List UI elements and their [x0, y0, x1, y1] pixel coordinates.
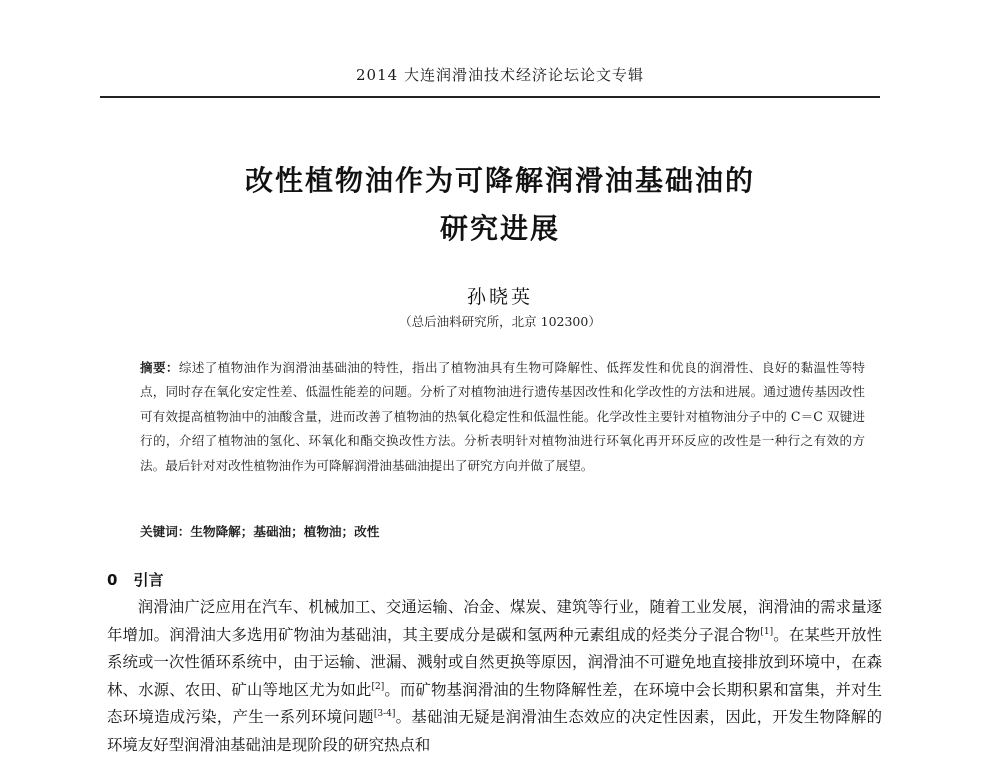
keywords: [140, 521, 865, 540]
section-heading: [107, 569, 163, 590]
citation-ref-3: [3-4]: [373, 709, 396, 720]
keywords-text: 生物降解；基础油；植物油；改性: [190, 524, 380, 539]
paper-title: [0, 157, 1000, 253]
running-header: 2014 大连润滑油技术经济论坛论文专辑: [356, 66, 644, 84]
section-number: 0: [107, 571, 118, 589]
body-segment-3: 。而矿物基润滑油的生物降解性差，在环境中会长期积累和富集，并对生态环境造成污染，产生一系列环境问题: [107, 680, 882, 727]
section-title: 引言: [133, 571, 164, 589]
body-segment-2: 。在某些开放性系统或一次性循环系统中，由于运输、泄漏、溅射或自然更换等原因，润滑油不可避免地直接排放到环境中，在森林、水源、农田、矿山等地区尤为如此: [107, 625, 882, 699]
author-name: 孙晓英: [466, 286, 533, 308]
abstract: [140, 356, 865, 478]
paper-title-line-1: 改性植物油作为可降解润滑油基础油的: [244, 164, 755, 197]
paper-title-line-2: 研究进展: [439, 212, 560, 245]
abstract-label: 摘要：: [140, 360, 179, 375]
citation-ref-2: [2]: [371, 681, 385, 692]
abstract-text: 综述了植物油作为润滑油基础油的特性，指出了植物油具有生物可降解性、低挥发性和优良的润滑性、良好的黏温性等特点，同时存在氧化安定性差、低温性能差的问题。分析了对植物油进行遗传基因改性和化学改性的方法和进展。通过遗传基因改性可有效提高植物油中的油酸含量，进而改善了植物油的热氧化稳定性和低温性能。化学改性主要针对植物油分子中的 C＝C 双键进行的，介绍了植物油的氢化、环氧化和酯交换改性方法。分析表明针对植物油进行环氧化再开环反应的改性是一种行之有效的方法。最后针对对改性植物油作为可降解润滑油基础油提出了研究方向并做了展望。: [140, 360, 866, 473]
keywords-label: 关键词：: [140, 524, 191, 539]
body-segment-1: 润滑油广泛应用在汽车、机械加工、交通运输、冶金、煤炭、建筑等行业，随着工业发展，润滑油的需求量逐年增加。润滑油大多选用矿物油为基础油，其主要成分是碳和氢两种元素组成的烃类分子混合物: [107, 598, 882, 644]
author-affiliation: （总后油料研究所，北京 102300）: [399, 314, 601, 329]
header-rule: [100, 96, 880, 98]
citation-ref-1: [1]: [760, 626, 774, 637]
body-segment-4: 。基础油无疑是润滑油生态效应的决定性因素，因此，开发生物降解的环境友好型润滑油基础油是现阶段的研究热点和: [107, 708, 882, 754]
